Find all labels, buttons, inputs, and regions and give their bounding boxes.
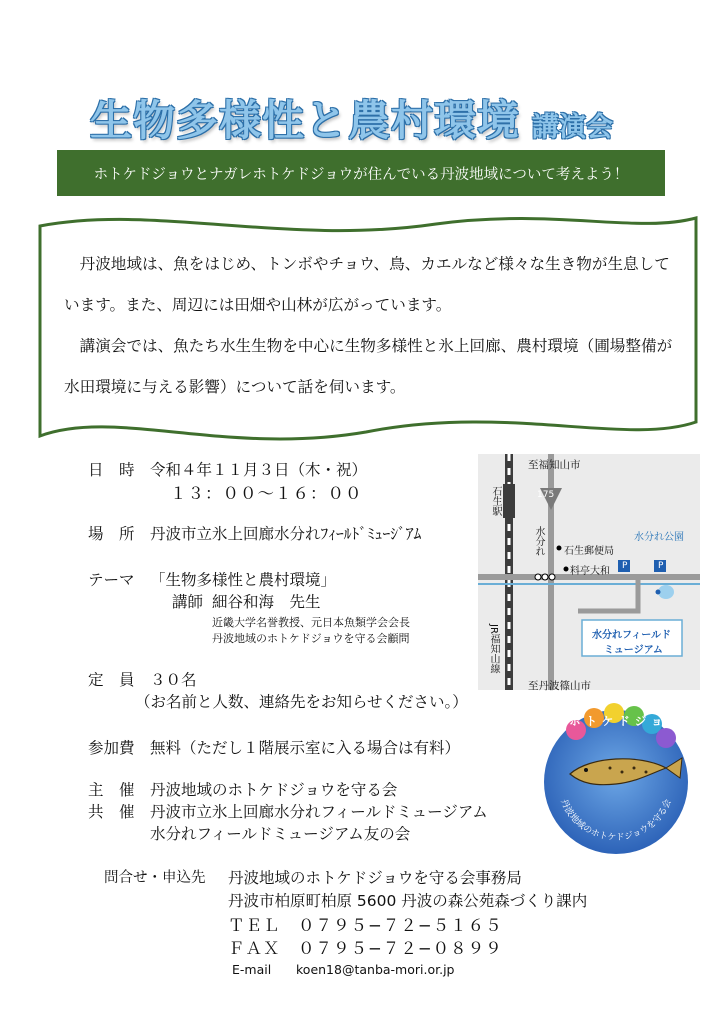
cohost-value-1: 丹波市立氷上回廊水分れフィールドミュージアム [150, 803, 488, 821]
page-subtitle: 講演会 [532, 112, 613, 143]
map-railway-label: JR福知山線 [488, 624, 499, 674]
map-museum-label-1: 水分れフィールド [592, 630, 671, 641]
lecturer-title-2: 丹波地域のホトケドジョウを守る会顧問 [212, 632, 410, 645]
restaurant-dot [564, 567, 569, 572]
lecturer-label: 講師 [172, 593, 204, 611]
contact-tel: ＴＥＬ ０７９５−７２−５１６５ [228, 916, 503, 935]
logo-top-text: ホトケドジョウ [569, 714, 685, 728]
map-south-label: 至丹波篠山市 [528, 680, 591, 692]
date-value: 令和４年１１月３日（木・祝） [150, 461, 368, 479]
lecturer-title-1: 近畿大学名誉教授、元日本魚類学会会長 [212, 616, 410, 629]
email-value[interactable]: koen18@tanba-mori.or.jp [296, 962, 455, 977]
theme-label: テーマ [88, 571, 135, 589]
map-post-office-label: 石生郵便局 [564, 546, 614, 557]
place-value: 丹波市立氷上回廊水分れﾌｨｰﾙﾄﾞﾐｭｰｼﾞｱﾑ [150, 525, 422, 543]
map-route-number: 175 [537, 490, 555, 500]
email-label: E-mail [232, 962, 272, 977]
map-north-label: 至福知山市 [528, 459, 581, 471]
cohost-label: 共 催 [88, 803, 135, 821]
lecturer-name: 細谷和海 先生 [212, 593, 321, 611]
post-office-dot [557, 546, 562, 551]
intro-p2-line2: 水田環境に与える影響）について話を伺います。 [64, 378, 406, 396]
map-junction-label: 水分れ [533, 526, 544, 556]
contact-label: 問合せ・申込先 [104, 870, 206, 886]
logo-bottom-text: 丹波地域のホトケドジョウを守る会 [558, 797, 674, 844]
capacity-label: 定 員 [88, 671, 135, 689]
host-value: 丹波地域のホトケドジョウを守る会 [150, 781, 398, 799]
map-park-label: 水分れ公園 [634, 532, 684, 543]
cohost-value-2: 水分れフィールドミュージアム友の会 [150, 825, 411, 843]
map-station-label: 石生駅 [490, 486, 501, 516]
fee-label: 参加費 [88, 739, 135, 757]
intro-p2-line1: 講演会では、魚たち水生生物を中心に生物多様性と氷上回廊、農村環境（圃場整備が [79, 337, 673, 355]
date-label: 日 時 [88, 461, 135, 479]
contact-address: 丹波市柏原町柏原 5600 丹波の森公苑森づくり課内 [228, 892, 588, 910]
contact-fax: ＦＡＸ ０７９５−７２−０８９９ [228, 939, 503, 958]
intro-p1-line2: います。また、周辺には田畑や山林が広がっています。 [64, 296, 452, 314]
banner-text: ホトケドジョウとナガレホトケドジョウが住んでいる丹波地域について考えよう！ [93, 166, 629, 183]
page-title: 生物多様性と農村環境 [90, 96, 521, 145]
parking-label-2: P [658, 561, 664, 571]
station-marker [503, 484, 515, 518]
place-label: 場 所 [88, 525, 135, 543]
capacity-value: ３０名 [150, 671, 197, 689]
theme-value: 「生物多様性と農村環境」 [150, 571, 337, 589]
map-museum-label-2: ミュージアム [604, 645, 663, 656]
intro-p1-line1: 丹波地域は、魚をはじめ、トンボやチョウ、鳥、カエルなど様々な生き物が生息して [79, 255, 670, 273]
badge-6 [656, 728, 676, 748]
banner [57, 150, 665, 196]
fee-value: 無料（ただし１階展示室に入る場合は有料） [150, 739, 461, 757]
time-value: １３：００〜１６：００ [170, 484, 363, 503]
host-label: 主 催 [88, 781, 135, 799]
contact-org: 丹波地域のホトケドジョウを守る会事務局 [228, 869, 522, 887]
map-restaurant-label: 料亭大和 [570, 566, 610, 577]
capacity-note: （お名前と人数、連絡先をお知らせください。） [135, 693, 468, 711]
parking-label-1: P [622, 561, 628, 571]
intro-text [64, 244, 684, 408]
